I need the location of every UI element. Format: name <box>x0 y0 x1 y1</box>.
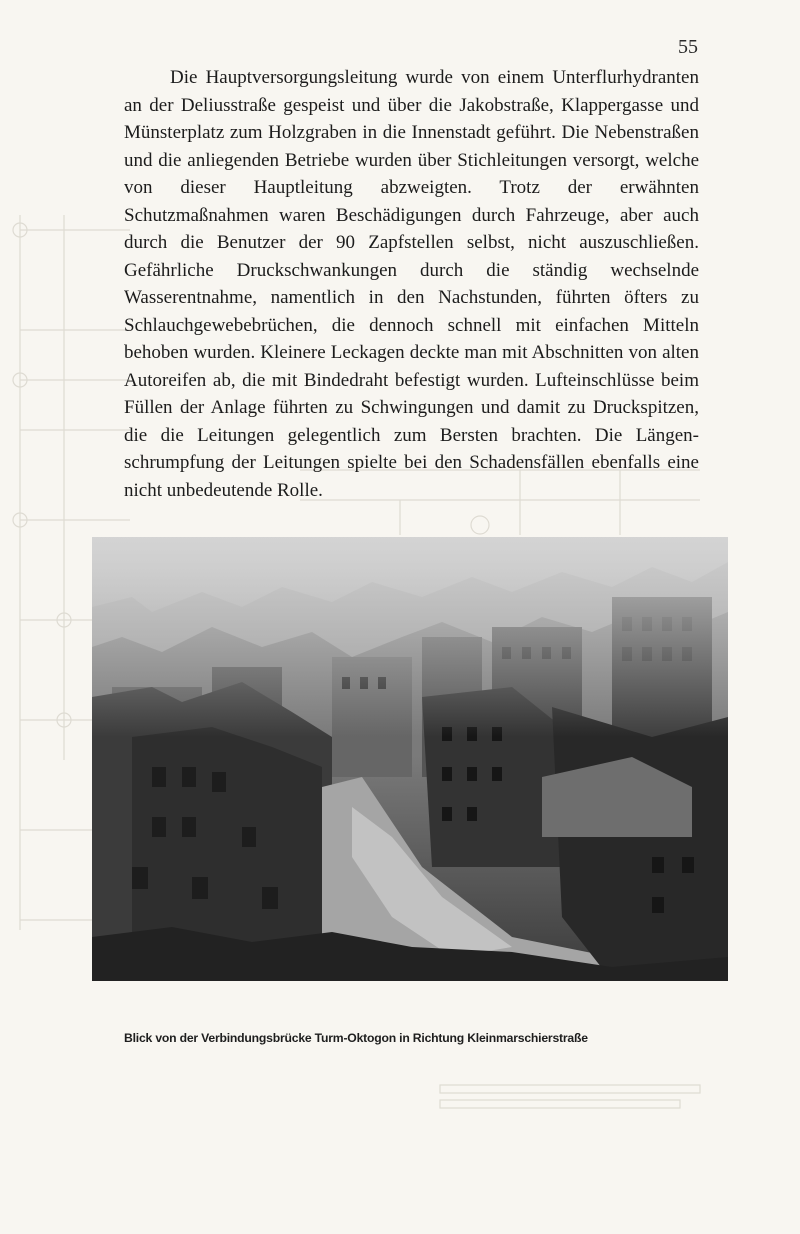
body-paragraph: Die Hauptversorgungsleitung wurde von einem Unterflurhydranten an der Deliusstraße gespeist und über die Jakobstraße, Klappergasse und Münsterplatz zum Holzgraben in die Innenstadt geführt. Die Nebenstraßen und die anliegenden Betriebe wurden über Stichleitungen versorgt, welche von dieser Hauptleitung abzweigten. Trotz der erwähnten Schutzmaßnahmen waren Beschädigungen durch Fahrzeuge, aber auch durch die Benutzer der 90 Zapfstellen selbst, nicht auszuschließen. Gefährliche Druckschwankungen durch die ständig wechselnde Wasserentnahme, namentlich in den Nachstunden, führten öfters zu Schlauchgewebebrüchen, die dennoch schnell mit einfachen Mitteln behoben wurden. Kleinere Leckagen deckte man mit Abschnitten von alten Autoreifen ab, die mit Bindedraht befestigt wurden. Lufteinschlüsse beim Füllen der Anlage führten zu Schwingungen und damit zu Druckspitzen, die die Leitungen gelegentlich zum Bersten brachten. Die Längenschrumpfung der Leitungen spielte bei den Schadensfällen ebenfalls eine nicht unbedeutende Rolle. <box>124 67 699 501</box>
ruins-illustration <box>92 537 728 981</box>
city-ruins-photo <box>92 537 728 981</box>
page-number: 55 <box>678 36 698 58</box>
photo-caption: Blick von der Verbindungsbrücke Turm-Oktogon in Richtung Kleinmarschierstraße <box>124 1031 588 1045</box>
